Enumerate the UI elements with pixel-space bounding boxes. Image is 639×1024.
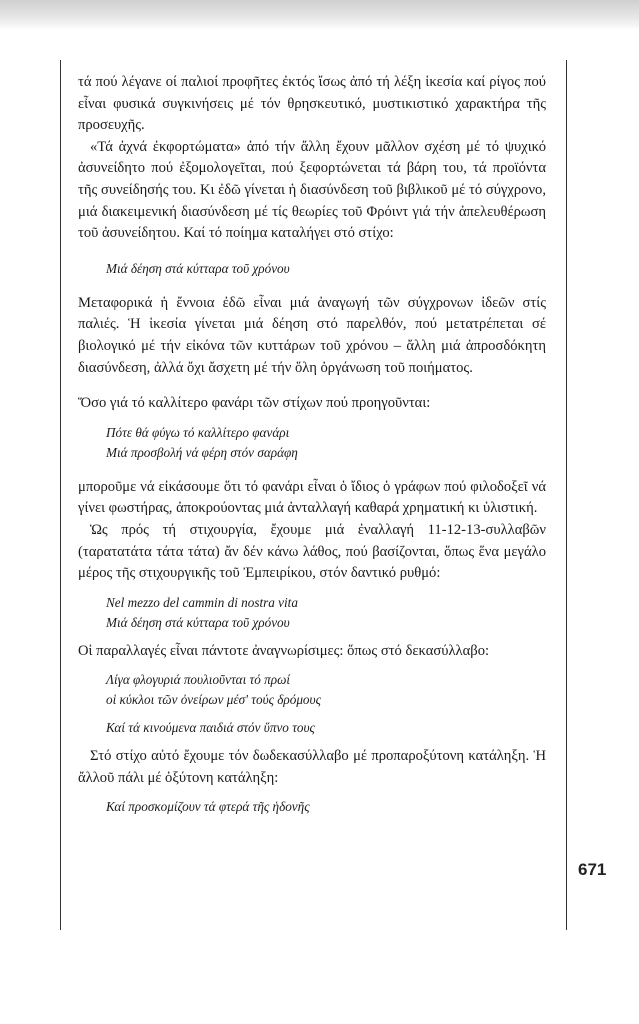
page-number: 671 (578, 860, 607, 879)
verse-line: Μιά δέηση στά κύτταρα τοῦ χρόνου (106, 614, 290, 630)
paragraph: Οἱ παραλλαγές εἶναι πάντοτε ἀναγνωρίσιμες: ὅπως στό δεκασύλλαβο: (78, 642, 490, 659)
right-margin-rule (566, 60, 567, 930)
paragraph: τά πού λέγανε οί παλιοί προφῆτες ἐκτός ἴσως ἀπό τή λέξη ἱκεσία καί ρίγος πού εἶναι φυσικά συγκινήσεις μέ τόν θρησκευτικό, μυστικιστικό χαρακτήρα τῆς προσευχῆς. (78, 74, 546, 134)
page-body (78, 72, 546, 817)
verse-line: Μιά προσβολή νά φέρη στόν σαράφη (106, 444, 298, 460)
verse-line: Πότε θά φύγω τό καλλίτερο φανάρι (106, 424, 290, 440)
scan-top-shadow (0, 0, 639, 30)
left-margin-rule (60, 60, 61, 930)
paragraph: «Τά ἀχνά ἐκφορτώματα» ἀπό τήν ἄλλη ἔχουν μᾶλλον σχέση μέ τό ψυχικό ἀσυνείδητο πού ἐξομολογεῖται, πού ξεφορτώνεται τά βάρη του, τά προϊόντα τῆς συνείδησής του. Κι ἐδῶ γίνεται ἡ διασύνδεση τοῦ βιβλικοῦ μέ τό σύγχρονο, μιά διακειμενική διασύνδεση μέ τίς θεωρίες τοῦ Φρόιντ γιά τήν ἀπελευθέρωση τοῦ ἀσυνείδητου. Καί τό ποίημα καταλήγει στό στίχο: (78, 138, 546, 242)
verse-line: Nel mezzo del cammin di nostra vita (106, 594, 298, 610)
paragraph: Ὅσο γιά τό καλλίτερο φανάρι τῶν στίχων πού προηγοῦνται: (78, 395, 431, 412)
verse-line: οἱ κύκλοι τῶν ὀνείρων μέσ' τούς δρόμους (106, 692, 321, 708)
verse-line: Καί τά κινούμενα παιδιά στόν ὕπνο τους (106, 720, 315, 736)
paragraph: μποροῦμε νά εἰκάσουμε ὅτι τό φανάρι εἶναι ὁ ἴδιος ὁ γράφων πού φιλοδοξεῖ νά γίνει φωστήρας, ἀποκρούοντας μιά ἀνταλλαγή καθαρά χρηματική κι ὑλιστική. (78, 478, 546, 517)
paragraph: Μεταφορικά ἡ ἔννοια ἐδῶ εἶναι μιά ἀναγωγή τῶν σύγχρονων ἰδεῶν στίς παλιές. Ἡ ἱκεσία γίνεται μιά δέηση στό παρελθόν, πού μετατρέπεται σέ βιολογικό μέ τήν εἰκόνα τῶν κυττάρων τοῦ χρόνου – ἄλλη μιά ἀπροσδόκητη διασύνδεση, ἀλλά ὄχι ἄσχετη μέ τήν ὅλη ὀργάνωση τοῦ ποιήματος. (78, 294, 546, 376)
paragraph: Ὡς πρός τή στιχουργία, ἔχουμε μιά ἐναλλαγή 11-12-13-συλλαβῶν (ταρατατάτα τάτα τάτα) ἄν δέν κάνω λάθος, πού βασίζονται, ὅπως ἕνα μεγάλο μέρος τῆς στιχουργικῆς τοῦ Ἐμπειρίκου, στόν δαντικό ρυθμό: (78, 521, 546, 582)
verse-line: Καί προσκομίζουν τά φτερά τῆς ἡδονῆς (106, 799, 310, 815)
verse-line: Μιά δέηση στά κύτταρα τοῦ χρόνου (106, 260, 290, 276)
paragraph: Στό στίχο αὐτό ἔχουμε τόν δωδεκασύλλαβο μέ προπαροξύτονη κατάληξη. Ἡ ἄλλοῦ πάλι μέ ὀξύτονη κατάληξη: (78, 748, 546, 786)
verse-line: Λίγα φλογυριά πουλιοῦνται τό πρωί (106, 672, 291, 688)
